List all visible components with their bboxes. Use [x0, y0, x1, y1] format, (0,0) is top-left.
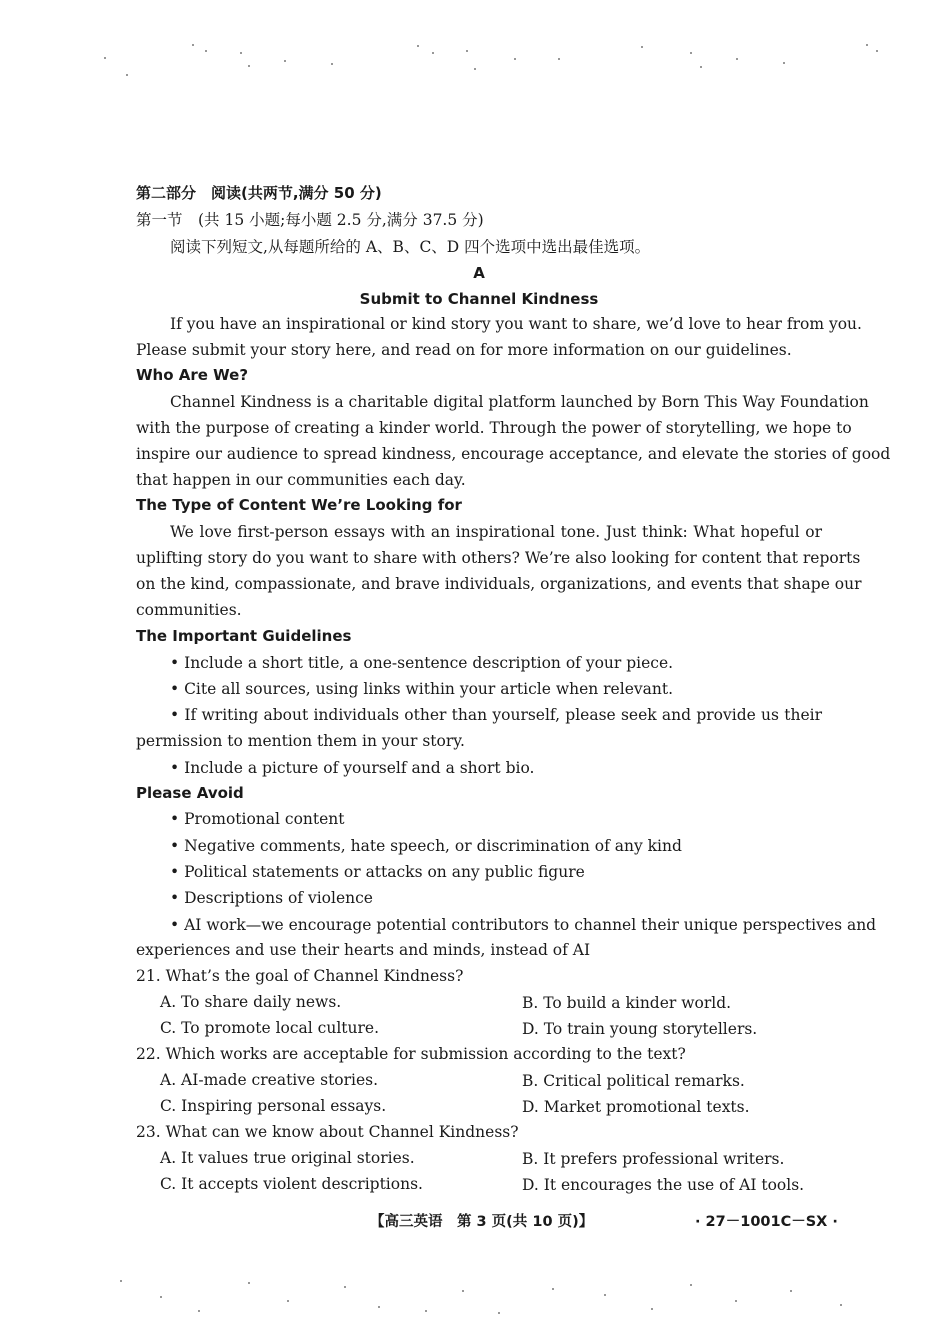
avoid-item: • Descriptions of violence	[170, 889, 373, 907]
avoid-heading: Please Avoid	[136, 784, 244, 802]
question-option: C. Inspiring personal essays.	[160, 1097, 387, 1115]
guideline-item: • Include a picture of yourself and a short bio.	[170, 759, 535, 777]
guideline-item: permission to mention them in your story.	[136, 732, 465, 750]
footer-code: · 27－1001C－SX ·	[695, 1214, 838, 1230]
guideline-item: • If writing about individuals other than yourself, please seek and provide us their	[170, 706, 822, 724]
who-text-line: that happen in our communities each day.	[136, 471, 466, 489]
instruction: 阅读下列短文,从每题所给的 A、B、C、D 四个选项中选出最佳选项。	[170, 238, 651, 256]
guideline-item: • Cite all sources, using links within your article when relevant.	[170, 680, 674, 698]
section-header: 第一节 (共 15 小题;每小题 2.5 分,满分 37.5 分)	[136, 211, 484, 229]
guidelines-heading: The Important Guidelines	[136, 627, 352, 645]
avoid-item: • Political statements or attacks on any public figure	[170, 863, 585, 881]
type-text-line: uplifting story do you want to share with others? We’re also looking for content that reports	[136, 549, 861, 567]
question-option: D. It encourages the use of AI tools.	[522, 1176, 805, 1194]
question-option: D. To train young storytellers.	[522, 1020, 758, 1038]
question-option: A. AI-made creative stories.	[160, 1071, 379, 1089]
footer-page-label: 【高三英语 第 3 页(共 10 页)】	[370, 1214, 594, 1230]
who-text-line: inspire our audience to spread kindness, encourage acceptance, and elevate the stories of good	[136, 445, 891, 463]
question-option: A. To share daily news.	[160, 993, 342, 1011]
type-text-line: on the kind, compassionate, and brave individuals, organizations, and events that shape our	[136, 575, 862, 593]
who-text-line: Channel Kindness is a charitable digital platform launched by Born This Way Foundation	[170, 393, 869, 411]
intro-line: If you have an inspirational or kind story you want to share, we’d love to hear from you.	[170, 315, 862, 333]
question-option: B. To build a kinder world.	[522, 994, 732, 1012]
question-stem: 22. Which works are acceptable for submission according to the text?	[136, 1045, 686, 1063]
who-text-line: with the purpose of creating a kinder world. Through the power of storytelling, we hope to	[136, 419, 852, 437]
question-option: B. It prefers professional writers.	[522, 1150, 785, 1168]
avoid-item: • AI work—we encourage potential contributors to channel their unique perspectives and	[170, 916, 877, 934]
question-option: A. It values true original stories.	[160, 1149, 415, 1167]
part-header: 第二部分 阅读(共两节,满分 50 分)	[136, 184, 382, 202]
type-heading: The Type of Content We’re Looking for	[136, 496, 462, 514]
who-heading: Who Are We?	[136, 366, 249, 384]
guideline-item: • Include a short title, a one-sentence description of your piece.	[170, 654, 674, 672]
question-stem: 23. What can we know about Channel Kindness?	[136, 1123, 519, 1141]
type-text-line: We love first-person essays with an inspirational tone. Just think: What hopeful or	[170, 523, 822, 541]
avoid-item: • Negative comments, hate speech, or discrimination of any kind	[170, 837, 682, 855]
type-text-line: communities.	[136, 601, 242, 619]
passage-title: Submit to Channel Kindness	[359, 290, 599, 308]
question-option: C. To promote local culture.	[160, 1019, 380, 1037]
question-stem: 21. What’s the goal of Channel Kindness?	[136, 967, 464, 985]
question-option: B. Critical political remarks.	[522, 1072, 745, 1090]
intro-line: Please submit your story here, and read on for more information on our guidelines.	[136, 341, 792, 359]
avoid-item: experiences and use their hearts and minds, instead of AI	[136, 941, 591, 959]
question-option: C. It accepts violent descriptions.	[160, 1175, 423, 1193]
question-option: D. Market promotional texts.	[522, 1098, 750, 1116]
avoid-item: • Promotional content	[170, 810, 345, 828]
passage-letter: A	[473, 264, 485, 282]
